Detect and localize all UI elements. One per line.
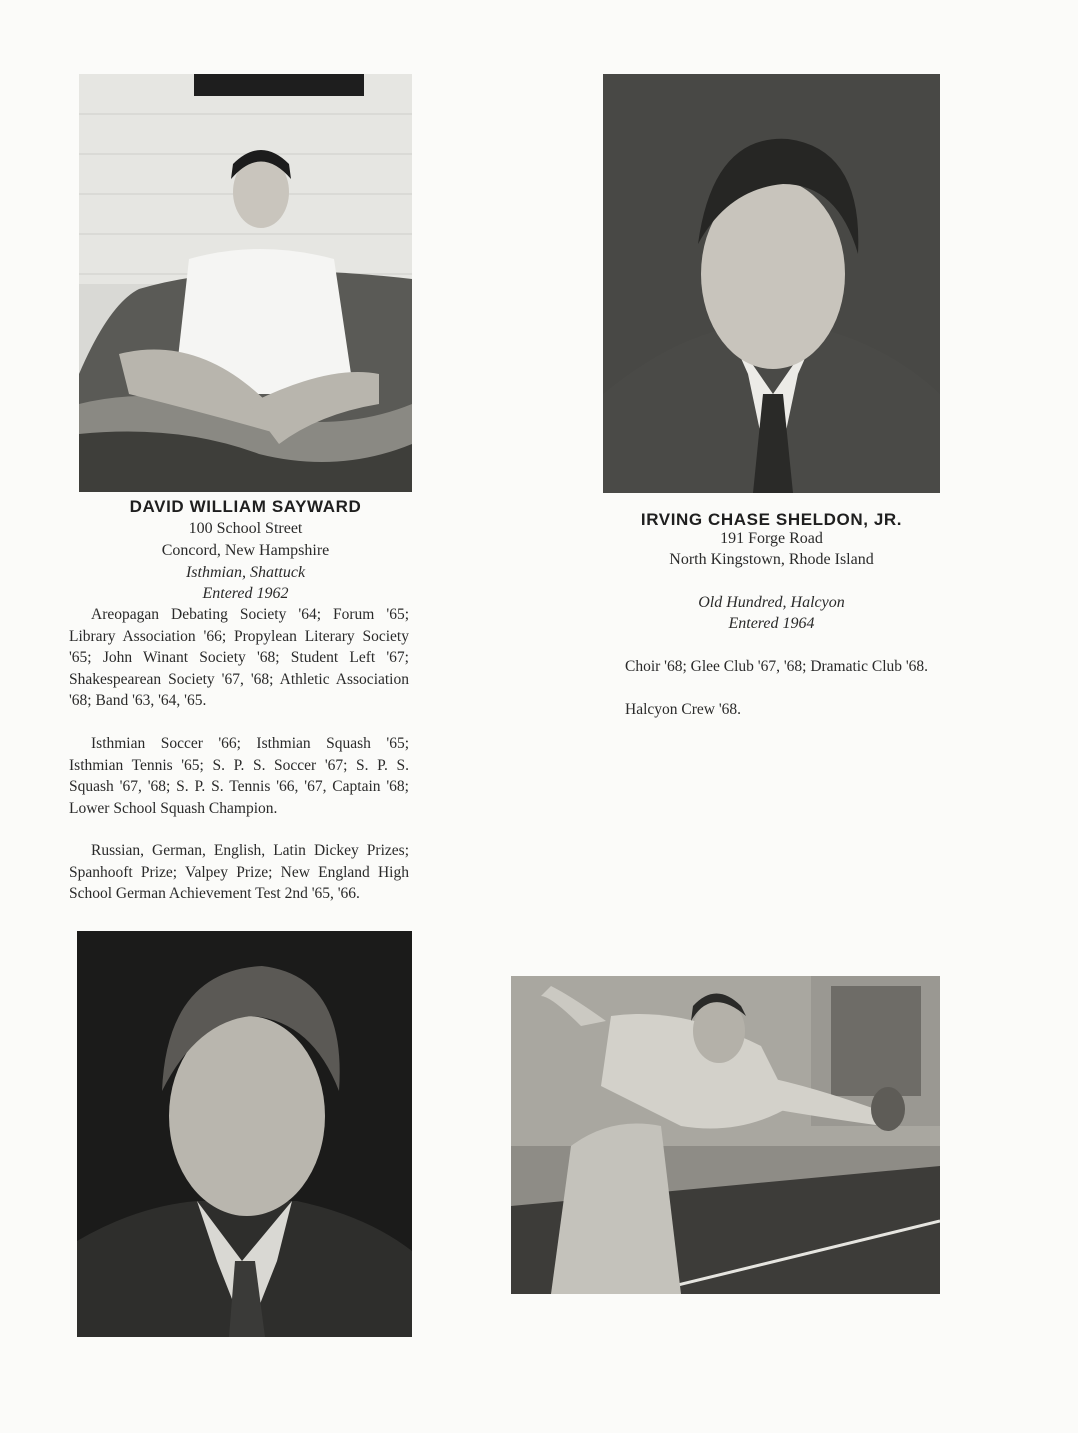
photo-sayward-portrait: [77, 931, 412, 1337]
athletics-sayward-text: Isthmian Soccer '66; Isthmian Squash '65; Isthmian Tennis '65; S. P. S. Soccer '67; S. P. S. Squash '67, '68; S. P. S. Tennis '66, '67, Captain '68; Lower School Squash Champion.: [69, 735, 409, 817]
entered-sayward: Entered 1962: [202, 585, 289, 602]
athletics-sheldon-text: Halcyon Crew '68.: [625, 701, 742, 718]
activities-sheldon: [603, 656, 940, 678]
address-city-sayward: Concord, New Hampshire: [161, 542, 330, 559]
photo-sheldon-pingpong: [511, 976, 940, 1294]
athletics-sheldon: [603, 699, 940, 721]
prizes-sayward: [69, 840, 409, 905]
address-city-sheldon: North Kingstown, Rhode Island: [669, 551, 874, 568]
houses-sheldon: Old Hundred, Halcyon: [698, 594, 845, 611]
houses-sayward: Isthmian, Shattuck: [185, 564, 306, 581]
photo-sayward-seated: [79, 74, 412, 492]
activities-sheldon-text: Choir '68; Glee Club '67, '68; Dramatic Club '68.: [625, 658, 929, 675]
address-street-sheldon: 191 Forge Road: [720, 530, 823, 547]
photo-sheldon-portrait: [603, 74, 940, 493]
address-street-sayward: 100 School Street: [188, 520, 303, 537]
student-name-sheldon: IRVING CHASE SHELDON, JR.: [640, 510, 903, 529]
student-name-sayward: DAVID WILLIAM SAYWARD: [129, 497, 362, 516]
entered-sheldon: Entered 1964: [728, 615, 815, 632]
prizes-sayward-text: Russian, German, English, Latin Dickey Prizes; Spanhooft Prize; Valpey Prize; New England High School German Achievement Test 2nd '65, '66.: [69, 842, 409, 902]
activities-sayward: [69, 604, 409, 712]
athletics-sayward: [69, 733, 409, 819]
activities-sayward-text: Areopagan Debating Society '64; Forum '65; Library Association '66; Propylean Literary Society '65; John Winant Society '68; Student Left '67; Shakespearean Society '67, '68; Athletic Association '68; Band '63, '64, '65.: [69, 606, 409, 709]
